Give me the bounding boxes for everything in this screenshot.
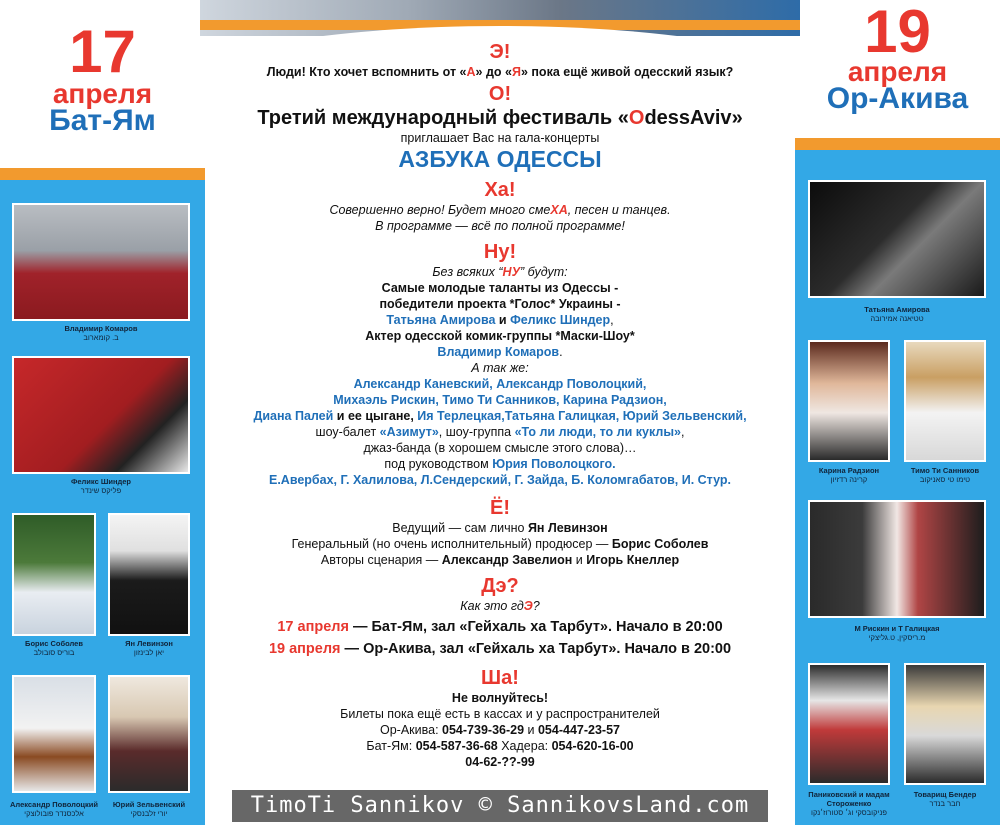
caption-amirova: Татьяна Амирова טטיאנה אמירובה (864, 305, 930, 323)
orange-stripe (795, 138, 1000, 150)
left-date-month: апреля (52, 78, 153, 109)
ha-line-2: В программе — всё по полной программе! (375, 219, 625, 233)
caption-levinzon: Ян Левинзон יאן לבינזון (125, 639, 173, 657)
photo-zelvensky (108, 675, 190, 793)
photo-amirova (808, 180, 986, 298)
caption-povolotsky: Александр Поволоцкий אלכסנדר פובולוצקי (9, 800, 98, 818)
photo-sobolev (12, 513, 96, 636)
azbuka-title: АЗБУКА ОДЕССЫ (398, 146, 602, 172)
photo-sannikov (904, 340, 986, 462)
right-column (795, 0, 1000, 825)
yo-line-3: Авторы сценария — Александр Завелион и Игорь Кнеллер (320, 553, 680, 567)
heading-e: Э! (489, 41, 511, 63)
right-date-month: апреля (847, 56, 948, 87)
heading-o: О! (488, 83, 512, 105)
photo-shinder (12, 356, 190, 474)
photo-panikovsky (808, 663, 890, 785)
sha-line-2: Билеты пока ещё есть в кассах и у распространителей (340, 707, 660, 721)
sha-line-3: Ор-Акива: 054-739-36-29 и 054-447-23-57 (380, 723, 620, 737)
nu-line-11: шоу-балет «Азимут», шоу-группа «То ли люди, то ли куклы», (315, 425, 685, 439)
sha-line-4: Бат-Ям: 054-587-36-68 Хадера: 054-620-16-00 (366, 739, 634, 753)
left-date-city: Бат-Ям (49, 104, 156, 137)
invite-text: приглашает Вас на гала-концерты (400, 131, 600, 145)
heading-sha: Ша! (481, 667, 519, 689)
right-date-day: 19 (864, 0, 931, 65)
right-date-city: Ор-Акива (826, 82, 969, 115)
nu-line-3: победители проекта *Голос* Украины - (379, 297, 621, 311)
nu-line-4: Татьяна Амирова и Феликс Шиндер, (386, 313, 614, 327)
photo-riskin-galitskaya (808, 500, 986, 618)
left-column (0, 0, 205, 825)
intro-question: Люди! Кто хочет вспомнить от «А» до «Я» пока ещё живой одесский язык? (266, 65, 734, 79)
caption-panikovsky: Паниковский и мадам Стороженко פניקובסקי וג׳ סטורוז׳נקו (808, 790, 890, 817)
nu-line-5: Актер одесской комик-группы *Маски-Шоу* (365, 329, 635, 343)
ha-line-1: Совершенно верно! Будет много смеХА, песен и танцев. (329, 203, 671, 217)
caption-riskin-galitskaya: М Рискин и Т Галицкая מ.ריסקין, ט.גליצקי (854, 624, 940, 642)
center-content (205, 40, 795, 770)
nu-line-6: Владимир Комаров. (437, 345, 563, 359)
festival-title: Третий международный фестиваль «OdessAviv» (257, 107, 743, 129)
caption-shinder: Феликс Шиндер פליקס שינדר (70, 477, 132, 495)
yo-line-1: Ведущий — сам лично Ян Левинзон (392, 521, 608, 535)
nu-line-2: Самые молодые таланты из Одессы - (381, 281, 619, 295)
caption-radzion: Карина Радзион קרינה רדזיון (818, 466, 880, 484)
de-line-1: Как это гдЭ? (460, 599, 540, 613)
sha-line-1: Не волнуйтесь! (451, 691, 549, 705)
caption-komarov: Владимир Комаров ב. קומארוב (64, 324, 138, 342)
left-date-day: 17 (69, 18, 136, 85)
sha-line-5: 04-62-??-99 (465, 755, 535, 769)
nu-line-7: А так же: (471, 361, 529, 375)
event-1: 17 апреля — Бат-Ям, зал «Гейхаль ха Тарбут». Начало в 20:00 (277, 619, 723, 635)
heading-nu: Ну! (483, 241, 517, 263)
photo-levinzon (108, 513, 190, 636)
heading-ha: Ха! (484, 179, 516, 201)
photo-povolotsky (12, 675, 96, 793)
nu-line-14: Е.Авербах, Г. Халилова, Л.Сендерский, Г. Зайда, Б. Коломгабатов, И. Стур. (268, 473, 732, 487)
event-2: 19 апреля — Ор-Акива, зал «Гейхаль ха Тарбут». Начало в 20:00 (268, 641, 732, 657)
heading-yo: Ё! (489, 497, 511, 519)
photo-radzion (808, 340, 890, 462)
yo-line-2: Генеральный (но очень исполнительный) продюсер — Борис Соболев (291, 537, 709, 551)
nu-line-12: джаз-банда (в хорошем смысле этого слова)… (363, 441, 637, 455)
nu-line-13: под руководством Юрия Поволоцкого. (384, 457, 616, 471)
nu-line-10: Диана Палей и ее цыгане, Ия Терлецкая,Татьяна Галицкая, Юрий Зельвенский, (253, 409, 747, 423)
caption-bender: Товарищ Бендер חבר בנדר (913, 790, 977, 808)
top-banner-photo (200, 0, 800, 36)
nu-line-8: Александр Каневский, Александр Поволоцкий, (353, 377, 647, 391)
watermark: TimoTi Sannikov © SannikovsLand.com (232, 790, 768, 822)
heading-de: Дэ? (481, 575, 519, 597)
nu-line-9: Михаэль Рискин, Тимо Ти Санников, Карина Радзион, (333, 393, 667, 407)
photo-komarov (12, 203, 190, 321)
orange-stripe (0, 168, 205, 180)
nu-line-1: Без всяких “НУ” будут: (432, 265, 568, 279)
photo-bender (904, 663, 986, 785)
caption-zelvensky: Юрий Зельвенский יורי זלבנסקי (112, 800, 186, 818)
caption-sannikov: Тимо Ти Санников טימו טי סאניקוב (910, 466, 980, 484)
caption-sobolev: Борис Соболев בוריס סובולב (25, 639, 83, 657)
